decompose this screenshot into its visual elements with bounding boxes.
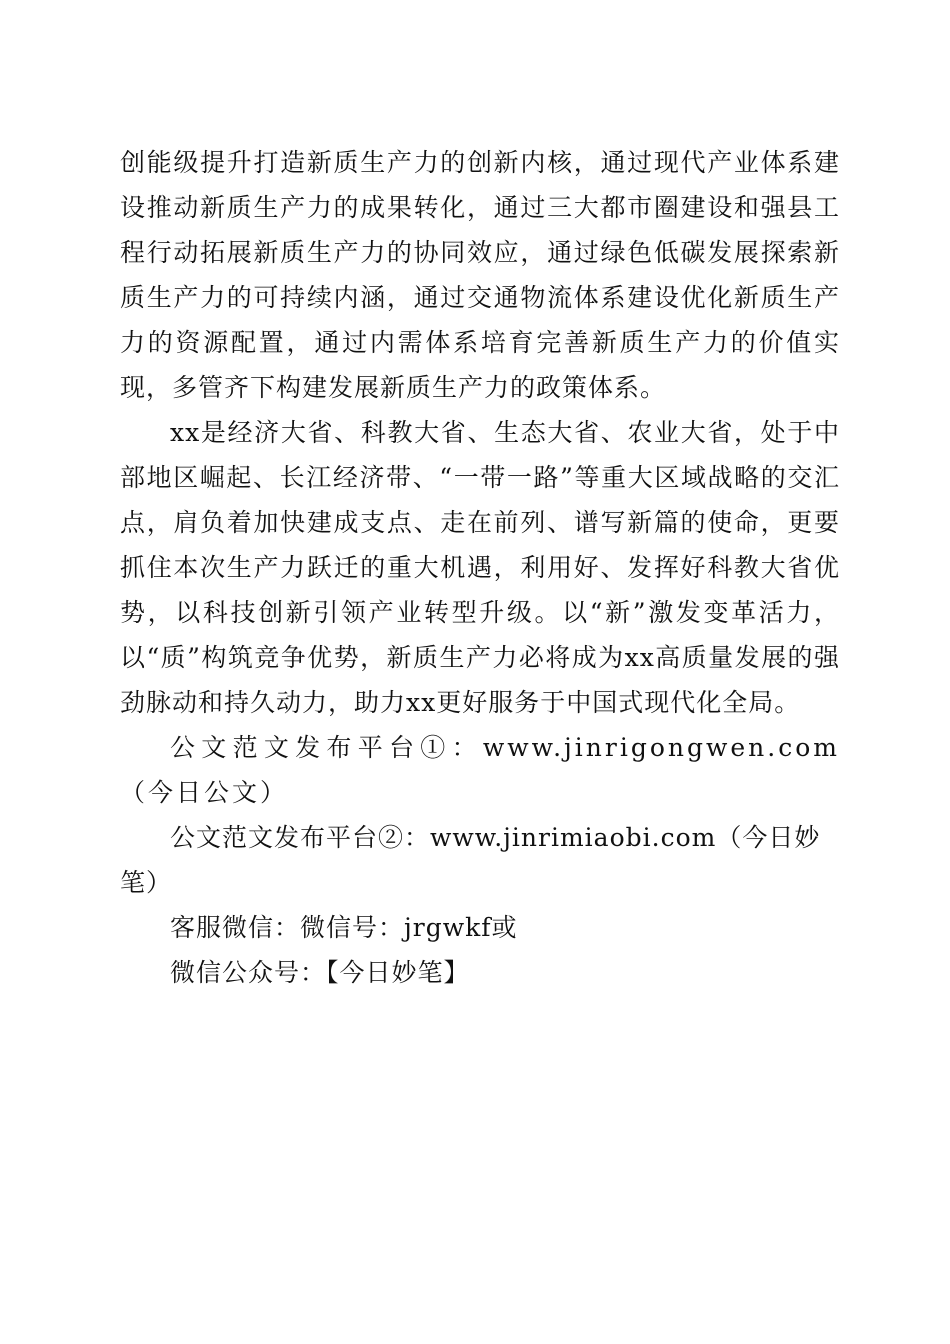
official-account-line: 微信公众号：【今日妙笔】 [170, 958, 470, 987]
platform-1-line: 公文范文发布平台①：www.jinrigongwen.com（今日公文） [120, 733, 840, 807]
wechat-service-line: 客服微信：微信号：jrgwkf或 [170, 913, 518, 942]
paragraph-province: xx是经济大省、科教大省、生态大省、农业大省，处于中部地区崛起、长江经济带、“一带一路”等重大区域战略的交汇点，肩负着加快建成支点、走在前列、谱写新篇的使命，更要抓住本次生产力跃迁的重大机遇，利用好、发挥好科教大省优势，以科技创新引领产业转型升级。以“新”激发变革活力，以“质”构筑竞争优势，新质生产力必将成为xx高质量发展的强劲脉动和持久动力，助力xx更好服务于中国式现代化全局。 [120, 418, 840, 717]
document-body [120, 140, 840, 995]
paragraph-continuation: 创能级提升打造新质生产力的创新内核，通过现代产业体系建设推动新质生产力的成果转化，通过三大都市圈建设和强县工程行动拓展新质生产力的协同效应，通过绿色低碳发展探索新质生产力的可持续内涵，通过交通物流体系建设优化新质生产力的资源配置，通过内需体系培育完善新质生产力的价值实现，多管齐下构建发展新质生产力的政策体系。 [120, 148, 840, 402]
platform-2-line: 公文范文发布平台②：www.jinrimiaobi.com（今日妙笔） [120, 823, 821, 897]
